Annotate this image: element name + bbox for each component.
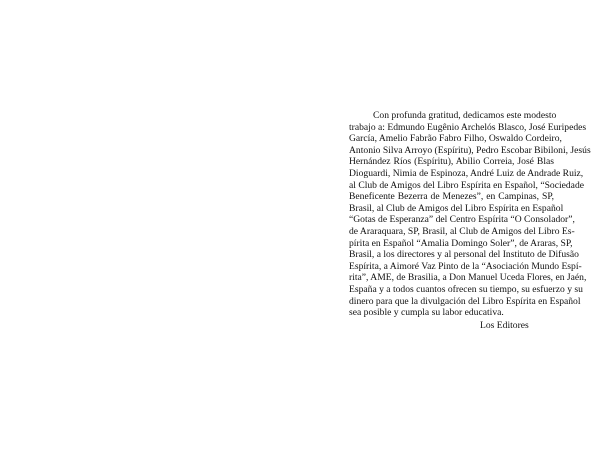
dedication-line: Con profunda gratitud, dedicamos este modesto bbox=[373, 110, 557, 121]
dedication-line: pírita en Español “Amalia Domingo Soler”, de Araras, SP, bbox=[349, 237, 573, 249]
dedication-line: Brasil, a los directores y al personal del Instituto de Difusão bbox=[349, 249, 579, 261]
dedication-line: de Araraquara, SP, Brasil, al Club de Amigos del Libro Es- bbox=[349, 225, 575, 237]
right-page bbox=[300, 0, 600, 464]
dedication-line: Hernández Ríos (Espíritu), Abilio Correia, José Blas bbox=[349, 156, 554, 168]
dedication-line: García, Amelio Fabrão Fabro Filho, Oswaldo Cordeiro, bbox=[349, 133, 562, 145]
dedication-line: Brasil, al Club de Amigos del Libro Espírita en Español bbox=[349, 202, 564, 214]
dedication-line: al Club de Amigos del Libro Espírita en Español, “Sociedade bbox=[349, 179, 584, 191]
dedication-line: Espírita, a Aimoré Vaz Pinto de la “Asociación Mundo Espí- bbox=[349, 260, 582, 272]
dedication-line: trabajo a: Edmundo Eugênio Archelós Blasco, José Euripedes bbox=[349, 121, 587, 133]
dedication-line: “Gotas de Esperanza” del Centro Espírita “O Consolador”, bbox=[349, 214, 575, 226]
dedication-line: Beneficente Bezerra de Menezes”, en Campinas, SP, bbox=[349, 191, 554, 203]
dedication-line: Dioguardi, Nimia de Espinoza, André Luiz de Andrade Ruiz, bbox=[349, 167, 584, 179]
dedication-line: rita”, AME, de Brasilia, a Don Manuel Uceda Flores, en Jaén, bbox=[349, 272, 587, 284]
dedication-line: sea posible y cumpla su labor educativa. bbox=[349, 307, 504, 319]
dedication-line: Antonio Silva Arroyo (Espíritu), Pedro Escobar Bibiloni, Jesús bbox=[349, 144, 591, 156]
dedication-line: dinero para que la divulgación del Libro Espírita en Español bbox=[349, 295, 581, 307]
dedication-paragraph bbox=[349, 110, 591, 319]
dedication-line: España y a todos cuantos ofrecen su tiempo, su esfuerzo y su bbox=[349, 283, 583, 295]
signature: Los Editores bbox=[480, 320, 529, 331]
